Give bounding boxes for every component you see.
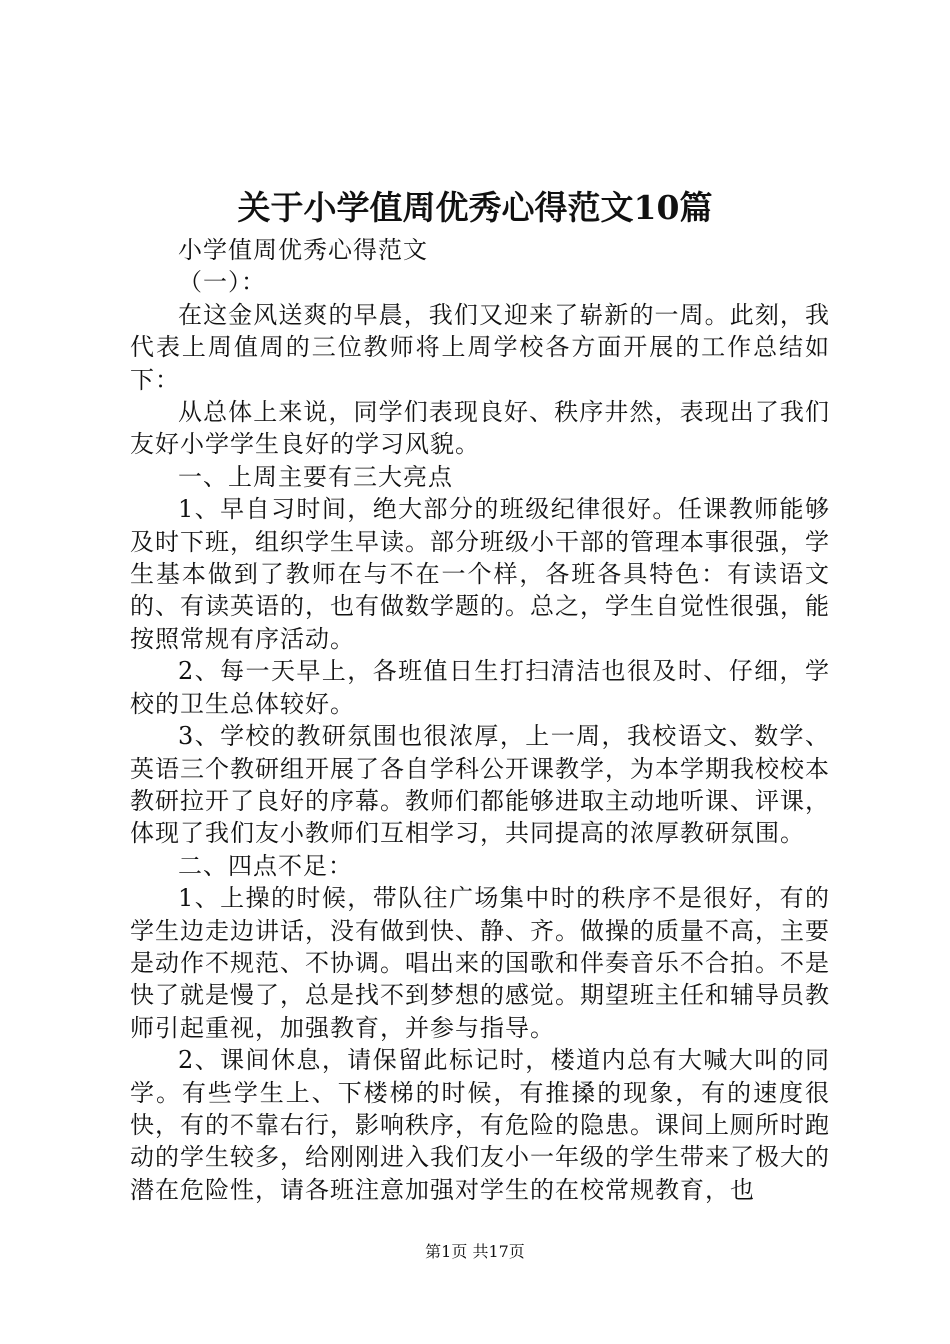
paragraph-shortcoming-1: 1、上操的时候，带队往广场集中时的秩序不是很好，有的学生边走边讲话，没有做到快、静、齐。做操的质量不高，主要是动作不规范、不协调。唱出来的国歌和伴奏音乐不合拍。不是快了就是慢了，总是找不到梦想的感觉。期望班主任和辅导员教师引起重视，加强教育，并参与指导。 xyxy=(130,884,830,1042)
paragraph-highlight-2: 2、每一天早上，各班值日生打扫清洁也很及时、仔细，学校的卫生总体较好。 xyxy=(130,657,830,718)
paragraph-intro: 在这金风送爽的早晨，我们又迎来了崭新的一周。此刻，我代表上周值周的三位教师将上周学校各方面开展的工作总结如下： xyxy=(130,300,830,394)
heading-highlights: 一、上周主要有三大亮点 xyxy=(178,462,453,491)
paragraph-subtitle: 小学值周优秀心得范文 xyxy=(178,236,428,264)
paragraph-highlight-3: 3、学校的教研氛围也很浓厚，上一周，我校语文、数学、英语三个教研组开展了各自学科公开课教学，为本学期我校校本教研拉开了良好的序幕。教师们都能够进取主动地听课、评课，体现了我们友小教师们互相学习，共同提高的浓厚教研氛围。 xyxy=(130,722,830,848)
document-title: 关于小学值周优秀心得范文10篇 xyxy=(237,188,713,227)
page-number-footer: 第1页 共17页 xyxy=(425,1242,525,1261)
paragraph-overview: 从总体上来说，同学们表现良好、秩序井然，表现出了我们友好小学学生良好的学习风貌。 xyxy=(130,398,830,459)
paragraph-shortcoming-2: 2、课间休息，请保留此标记时，楼道内总有大喊大叫的同学。有些学生上、下楼梯的时候，有推搡的现象，有的速度很快，有的不靠右行，影响秩序，有危险的隐患。课间上厕所时跑动的学生较多，给刚刚进入我们友小一年级的学生带来了极大的潜在危险性，请各班注意加强对学生的在校常规教育，也 xyxy=(130,1046,830,1204)
heading-shortcomings: 二、四点不足： xyxy=(178,851,353,880)
paragraph-highlight-1: 1、早自习时间，绝大部分的班级纪律很好。任课教师能够及时下班，组织学生早读。部分班级小干部的管理本事很强，学生基本做到了教师在与不在一个样，各班各具特色：有读语文的、有读英语的，也有做数学题的。总之，学生自觉性很强，能按照常规有序活动。 xyxy=(130,495,830,653)
document-body xyxy=(130,234,830,1206)
paragraph-section-number: （一）： xyxy=(178,268,266,297)
